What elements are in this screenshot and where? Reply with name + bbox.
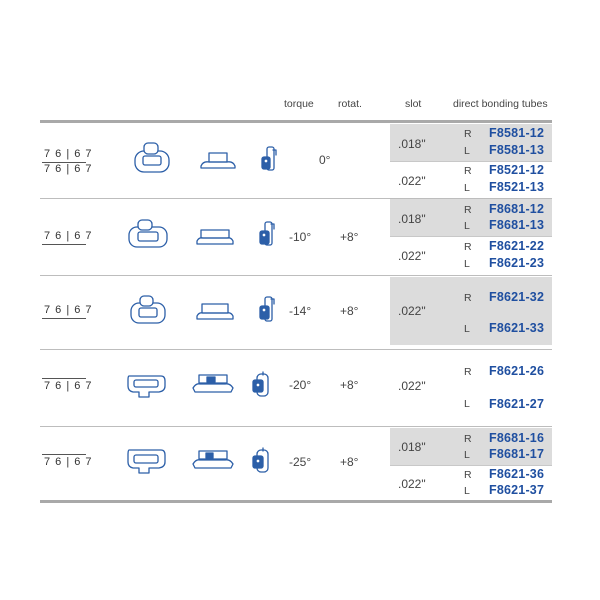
side-left-label: L [464, 323, 470, 335]
side-left-label: L [464, 398, 470, 410]
header-torque: torque [284, 98, 314, 110]
torque-value: -10° [289, 230, 312, 244]
slot-value: .022" [398, 249, 426, 263]
tube-code: F8681-17 [489, 447, 545, 461]
header-direct-bonding-tubes: direct bonding tubes [453, 98, 548, 110]
rotation-value: 0° [319, 153, 331, 167]
tube-front-view-icon [257, 220, 277, 250]
tube-code: F8621-26 [489, 364, 545, 378]
tube-code: F8621-32 [489, 290, 545, 304]
tube-code: F8621-36 [489, 467, 545, 481]
table-top-rule [40, 120, 552, 123]
tooth-chart-line [42, 318, 86, 319]
row-separator [40, 349, 552, 350]
slot-value: .022" [398, 304, 426, 318]
side-right-label: R [464, 366, 472, 378]
tooth-chart-line [42, 454, 86, 455]
tooth-chart-lower: 7 6 | 6 7 [44, 380, 93, 392]
tube-side-view-icon [191, 372, 235, 398]
side-right-label: R [464, 433, 472, 445]
tube-side-view-icon [199, 150, 239, 172]
tube-front-view-icon [259, 145, 279, 175]
tube-front-view-icon [251, 370, 273, 402]
side-right-label: R [464, 128, 472, 140]
side-left-label: L [464, 258, 470, 270]
side-left-label: L [464, 449, 470, 461]
tube-code: F8681-13 [489, 218, 545, 232]
subsep-row2 [390, 236, 552, 237]
tube-code: F8681-12 [489, 202, 545, 216]
side-left-label: L [464, 145, 470, 157]
torque-value: -25° [289, 455, 312, 469]
tube-side-view-icon [195, 227, 235, 247]
rotation-value: +8° [340, 230, 359, 244]
tooth-chart-line [42, 378, 86, 379]
tube-code: F8521-12 [489, 163, 545, 177]
row-separator [40, 275, 552, 276]
tube-code: F8621-37 [489, 483, 545, 497]
tube-side-view-icon [195, 301, 235, 323]
side-right-label: R [464, 165, 472, 177]
tube-top-view-icon [133, 142, 173, 176]
slot-value: .022" [398, 477, 426, 491]
tube-top-view-icon [129, 295, 169, 327]
slot-value: .022" [398, 379, 426, 393]
side-right-label: R [464, 241, 472, 253]
tube-front-view-icon [257, 295, 277, 325]
side-left-label: L [464, 220, 470, 232]
side-right-label: R [464, 204, 472, 216]
header-rotat: rotat. [338, 98, 362, 110]
tube-code: F8621-33 [489, 321, 545, 335]
torque-value: -14° [289, 304, 312, 318]
tube-front-view-icon [251, 446, 273, 478]
side-right-label: R [464, 292, 472, 304]
tooth-chart-lower: 7 6 | 6 7 [44, 163, 93, 175]
tooth-chart-line [42, 244, 86, 245]
tooth-chart-lower: 7 6 | 6 7 [44, 456, 93, 468]
subsep-row5 [390, 465, 552, 466]
tube-code: F8681-16 [489, 431, 545, 445]
tube-top-view-icon [127, 219, 171, 251]
tube-side-view-icon [191, 448, 235, 474]
tube-code: F8581-13 [489, 143, 545, 157]
tooth-chart-upper: 7 6 | 6 7 [44, 148, 93, 160]
rotation-value: +8° [340, 378, 359, 392]
row-separator [40, 426, 552, 427]
tube-code: F8621-22 [489, 239, 545, 253]
slot-value: .022" [398, 174, 426, 188]
slot-value: .018" [398, 137, 426, 151]
torque-value: -20° [289, 378, 312, 392]
tube-code: F8621-23 [489, 256, 545, 270]
tooth-chart-upper: 7 6 | 6 7 [44, 304, 93, 316]
side-right-label: R [464, 469, 472, 481]
subsep-row1 [390, 161, 552, 162]
table-bottom-rule [40, 500, 552, 503]
rotation-value: +8° [340, 455, 359, 469]
header-slot: slot [405, 98, 422, 110]
tube-top-view-icon [125, 371, 167, 401]
rotation-value: +8° [340, 304, 359, 318]
tube-code: F8521-13 [489, 180, 545, 194]
slot-value: .018" [398, 212, 426, 226]
tube-code: F8621-27 [489, 397, 545, 411]
tube-top-view-icon [125, 447, 167, 477]
tooth-chart-upper: 7 6 | 6 7 [44, 230, 93, 242]
side-left-label: L [464, 182, 470, 194]
side-left-label: L [464, 485, 470, 497]
row-separator [40, 198, 552, 199]
slot-value: .018" [398, 440, 426, 454]
tube-code: F8581-12 [489, 126, 545, 140]
